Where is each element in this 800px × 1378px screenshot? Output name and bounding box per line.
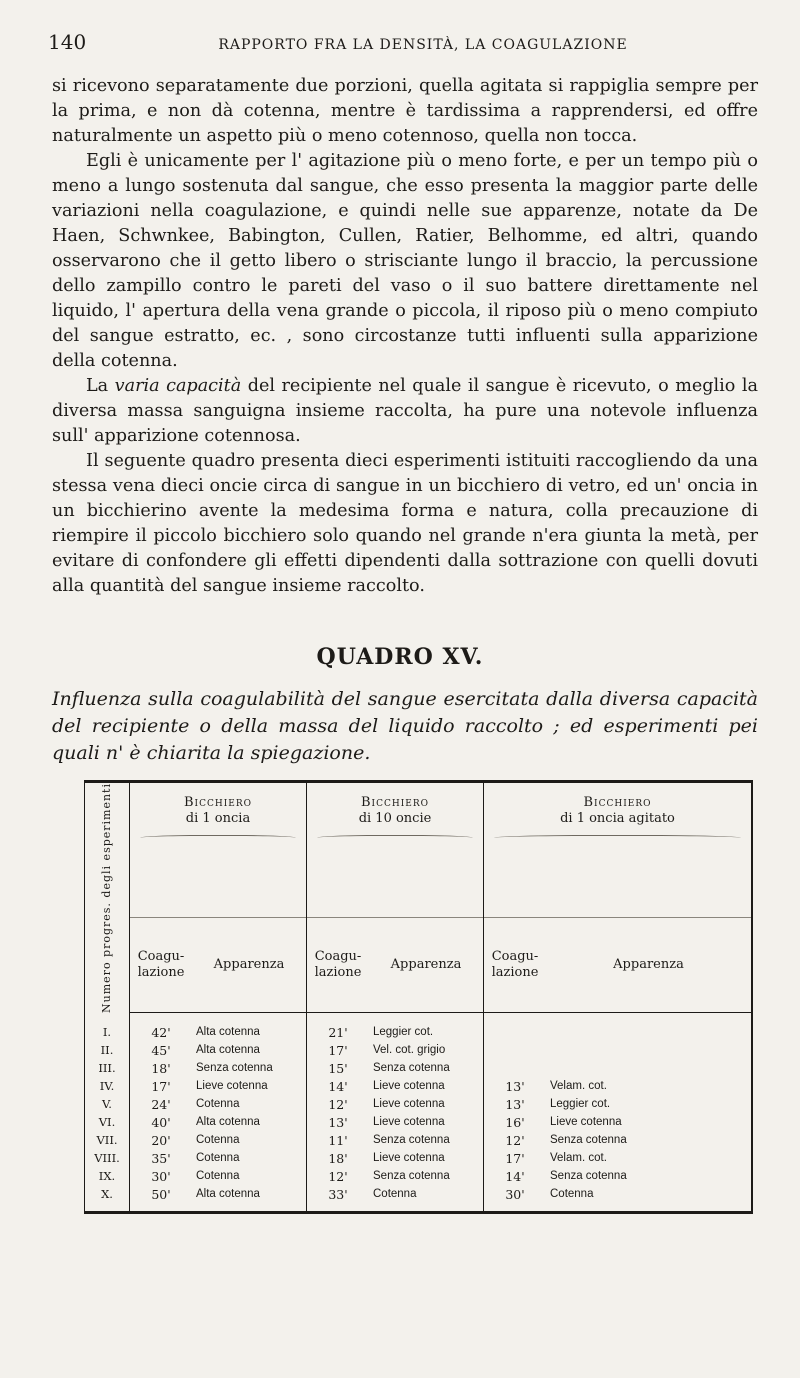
table-row [85,1013,751,1042]
appearance-agitated: Velam. cot. [550,1080,607,1093]
paragraph: Il seguente quadro presenta dieci esperimenti istituiti raccogliendo da una stessa vena dieci oncie circa di sangue in un bicchiero di vetro, ed un' oncia in un bicchierino avente la medesima forma e natura, colla precauzione di riempire il piccolo bicchiero solo quando nel grande n'era giunta la metà, per evitare di confondere gli effetti dipendenti dalla sottrazione con quelli dovuti alla quantità del sangue insieme raccolto. [52,451,758,596]
row-number: I. [85,1013,130,1042]
appearance-1oz: Cotenna [192,1167,307,1185]
col-header-number: Numero progres. degli esperimenti [85,783,130,1013]
coag-1oz: 17' [151,1078,171,1094]
appearance-10oz: Lieve cotenna [369,1077,484,1095]
paragraph: La varia capacità del recipiente nel quale il sangue è ricevuto, o meglio la diversa massa sanguigna insieme raccolta, ha pure una notevole influenza sull' apparizione cotennosa. [52,376,758,446]
appearance-agitated: Lieve cotenna [550,1116,622,1129]
coag-10oz: 15' [328,1060,348,1076]
appearance-10oz: Lieve cotenna [369,1095,484,1113]
row-number: IX. [85,1167,130,1185]
coag-agitated [484,1059,547,1077]
appearance-agitated: Cotenna [550,1188,594,1201]
coag-10oz: 18' [328,1150,348,1166]
coag-10oz: 12' [328,1168,348,1184]
appearance-1oz: Lieve cotenna [192,1077,307,1095]
coag-10oz: 12' [328,1096,348,1112]
group-header-3: Bicchiero di 1 oncia agitato [484,783,752,918]
italic-phrase: varia capacità [114,376,242,396]
coag-10oz: 21' [328,1024,348,1040]
appearance-1oz: Alta cotenna [192,1013,307,1042]
appearance-1oz: Senza cotenna [192,1059,307,1077]
coag-10oz: 17' [328,1042,348,1058]
page-header [48,30,748,54]
appearance-agitated: Velam. cot. [550,1152,607,1165]
table-row [85,1185,751,1211]
appearance-10oz: Senza cotenna [369,1131,484,1149]
table-row [85,1095,751,1113]
appearance-agitated [546,1059,751,1077]
coag-agitated: 16' [505,1114,525,1130]
coag-10oz: 33' [328,1186,348,1202]
appearance-agitated [546,1041,751,1059]
appearance-1oz: Cotenna [192,1095,307,1113]
body-text [52,74,758,599]
appearance-10oz: Cotenna [369,1185,484,1211]
coag-10oz: 14' [328,1078,348,1094]
coag-agitated: 17' [505,1150,525,1166]
coag-1oz: 45' [151,1042,171,1058]
coag-agitated [484,1013,547,1042]
coag-agitated: 13' [505,1078,525,1094]
group-header-2: Bicchiero di 10 oncie [307,783,484,918]
coag-1oz: 30' [151,1168,171,1184]
appearance-1oz: Alta cotenna [192,1185,307,1211]
coag-1oz: 18' [151,1060,171,1076]
table-row [85,1131,751,1149]
coag-1oz: 20' [151,1132,171,1148]
row-number: III. [85,1059,130,1077]
sub-header-appearance: Apparenza [192,918,307,1013]
coag-agitated: 12' [505,1132,525,1148]
appearance-agitated: Leggier cot. [550,1098,611,1111]
coag-1oz: 35' [151,1150,171,1166]
appearance-1oz: Cotenna [192,1149,307,1167]
data-table [84,780,753,1214]
table-row [85,1041,751,1059]
row-number: X. [85,1185,130,1211]
table-row [85,1149,751,1167]
coag-1oz: 40' [151,1114,171,1130]
paragraph: si ricevono separatamente due porzioni, quella agitata si rappiglia sempre per la prima, e non dà cotenna, mentre è tardissima a rapprendersi, ed offre naturalmente un aspetto più o meno cotennoso, quella non tocca. [52,76,758,146]
table-body [85,1013,751,1212]
paragraph: Egli è unicamente per l' agitazione più o meno forte, e per un tempo più o meno a lungo sostenuta dal sangue, che esso presenta la maggior parte delle variazioni nella coagulazione, e quindi nelle sue apparenze, notate da De Haen, Schwnkee, Babington, Cullen, Ratier, Belhomme, ed altri, quando osservarono che il getto libero o strisciante lungo il braccio, la percussione dello zampillo contro le pareti del vaso o il suo battere direttamente nel liquido, l' apertura della vena grande o piccola, il riposo più o meno compiuto del sangue estratto, ec. , sono circostanze tutti influenti sulla apparizione della cotenna. [52,151,758,371]
appearance-agitated [546,1013,751,1042]
coag-10oz: 11' [328,1132,348,1148]
row-number: V. [85,1095,130,1113]
sub-header-coagulation: Coagu- lazione [484,918,547,1013]
table-row [85,1167,751,1185]
appearance-10oz: Lieve cotenna [369,1149,484,1167]
sub-header-coagulation: Coagu- lazione [307,918,370,1013]
running-title: RAPPORTO FRA LA DENSITÀ, LA COAGULAZIONE [218,37,628,53]
coag-agitated: 13' [505,1096,525,1112]
table-row [85,1113,751,1131]
appearance-10oz: Vel. cot. grigio [369,1041,484,1059]
appearance-10oz: Leggier cot. [369,1013,484,1042]
row-number: VII. [85,1131,130,1149]
appearance-10oz: Senza cotenna [369,1059,484,1077]
appearance-10oz: Senza cotenna [369,1167,484,1185]
appearance-agitated: Senza cotenna [550,1134,627,1147]
coag-1oz: 42' [151,1024,171,1040]
appearance-1oz: Cotenna [192,1131,307,1149]
row-number: VIII. [85,1149,130,1167]
table-row [85,1059,751,1077]
appearance-1oz: Alta cotenna [192,1113,307,1131]
coag-10oz: 13' [328,1114,348,1130]
section-title: QUADRO XV. [316,644,484,670]
coag-agitated [484,1041,547,1059]
row-number: II. [85,1041,130,1059]
sub-header-appearance: Apparenza [369,918,484,1013]
page-number: 140 [48,30,87,54]
appearance-agitated: Senza cotenna [550,1170,627,1183]
coag-1oz: 24' [151,1096,171,1112]
coag-1oz: 50' [151,1186,171,1202]
row-number: VI. [85,1113,130,1131]
table-caption: Influenza sulla coagulabilità del sangue esercitata dalla diversa capacità del recipiente o della massa del liquido raccolto ; ed esperimenti pei quali n' è chiarita la spiegazione. [52,688,758,764]
appearance-1oz: Alta cotenna [192,1041,307,1059]
sub-header-coagulation: Coagu- lazione [130,918,193,1013]
coag-agitated: 14' [505,1168,525,1184]
group-header-1: Bicchiero di 1 oncia [130,783,307,918]
coag-agitated: 30' [505,1186,525,1202]
row-number: IV. [85,1077,130,1095]
appearance-10oz: Lieve cotenna [369,1113,484,1131]
sub-header-appearance: Apparenza [546,918,751,1013]
table-row [85,1077,751,1095]
